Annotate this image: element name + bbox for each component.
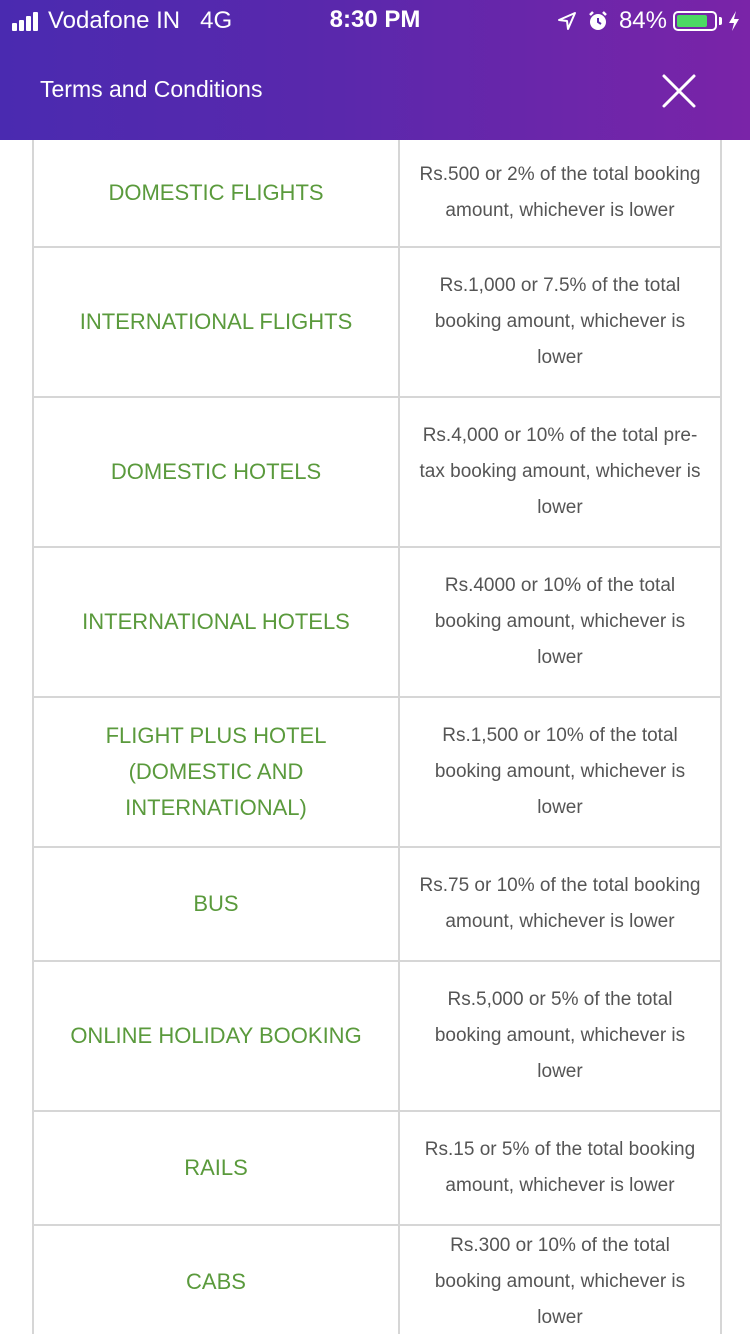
table-row — [33, 547, 721, 697]
battery-icon — [673, 11, 722, 31]
service-category: FLIGHT PLUS HOTEL (DOMESTIC AND INTERNATIONAL) — [33, 697, 399, 847]
cancellation-fee: Rs.5,000 or 5% of the total booking amount, whichever is lower — [399, 961, 721, 1111]
cancellation-fee: Rs.4,000 or 10% of the total pre-tax booking amount, whichever is lower — [399, 397, 721, 547]
cancellation-fee: Rs.300 or 10% of the total booking amount, whichever is lower — [399, 1225, 721, 1334]
table-row — [33, 1225, 721, 1334]
battery-fill — [677, 15, 707, 27]
status-right — [557, 7, 740, 35]
battery-percent: 84% — [618, 7, 667, 34]
service-category: CABS — [33, 1225, 399, 1334]
alarm-clock-icon — [587, 10, 609, 32]
close-button[interactable] — [656, 68, 702, 114]
close-icon — [656, 68, 702, 114]
service-category: INTERNATIONAL HOTELS — [33, 547, 399, 697]
cancellation-fee: Rs.15 or 5% of the total booking amount, whichever is lower — [399, 1111, 721, 1225]
carrier-name: Vodafone IN — [48, 7, 181, 34]
status-bar — [0, 0, 750, 40]
charging-bolt-icon — [728, 10, 740, 32]
table-row — [33, 140, 721, 247]
table-row — [33, 697, 721, 847]
page-title: Terms and Conditions — [40, 76, 263, 102]
cancellation-fee: Rs.500 or 2% of the total booking amount, whichever is lower — [399, 140, 721, 247]
table-row — [33, 1111, 721, 1225]
cancellation-fee: Rs.1,000 or 7.5% of the total booking amount, whichever is lower — [399, 247, 721, 397]
location-arrow-icon — [557, 11, 577, 31]
app-header — [0, 0, 750, 140]
service-category: RAILS — [33, 1111, 399, 1225]
service-category: BUS — [33, 847, 399, 961]
cancellation-fee: Rs.75 or 10% of the total booking amount, whichever is lower — [399, 847, 721, 961]
table-row — [33, 247, 721, 397]
table-row — [33, 847, 721, 961]
service-category: DOMESTIC FLIGHTS — [33, 140, 399, 247]
terms-content[interactable] — [0, 140, 750, 1334]
service-category: INTERNATIONAL FLIGHTS — [33, 247, 399, 397]
cancellation-fee-table — [32, 140, 722, 1334]
cancellation-fee: Rs.1,500 or 10% of the total booking amount, whichever is lower — [399, 697, 721, 847]
cancellation-fee: Rs.4000 or 10% of the total booking amount, whichever is lower — [399, 547, 721, 697]
table-row — [33, 961, 721, 1111]
service-category: DOMESTIC HOTELS — [33, 397, 399, 547]
service-category: ONLINE HOLIDAY BOOKING — [33, 961, 399, 1111]
network-type: 4G — [200, 7, 233, 34]
status-time: 8:30 PM — [329, 6, 421, 33]
table-row — [33, 397, 721, 547]
